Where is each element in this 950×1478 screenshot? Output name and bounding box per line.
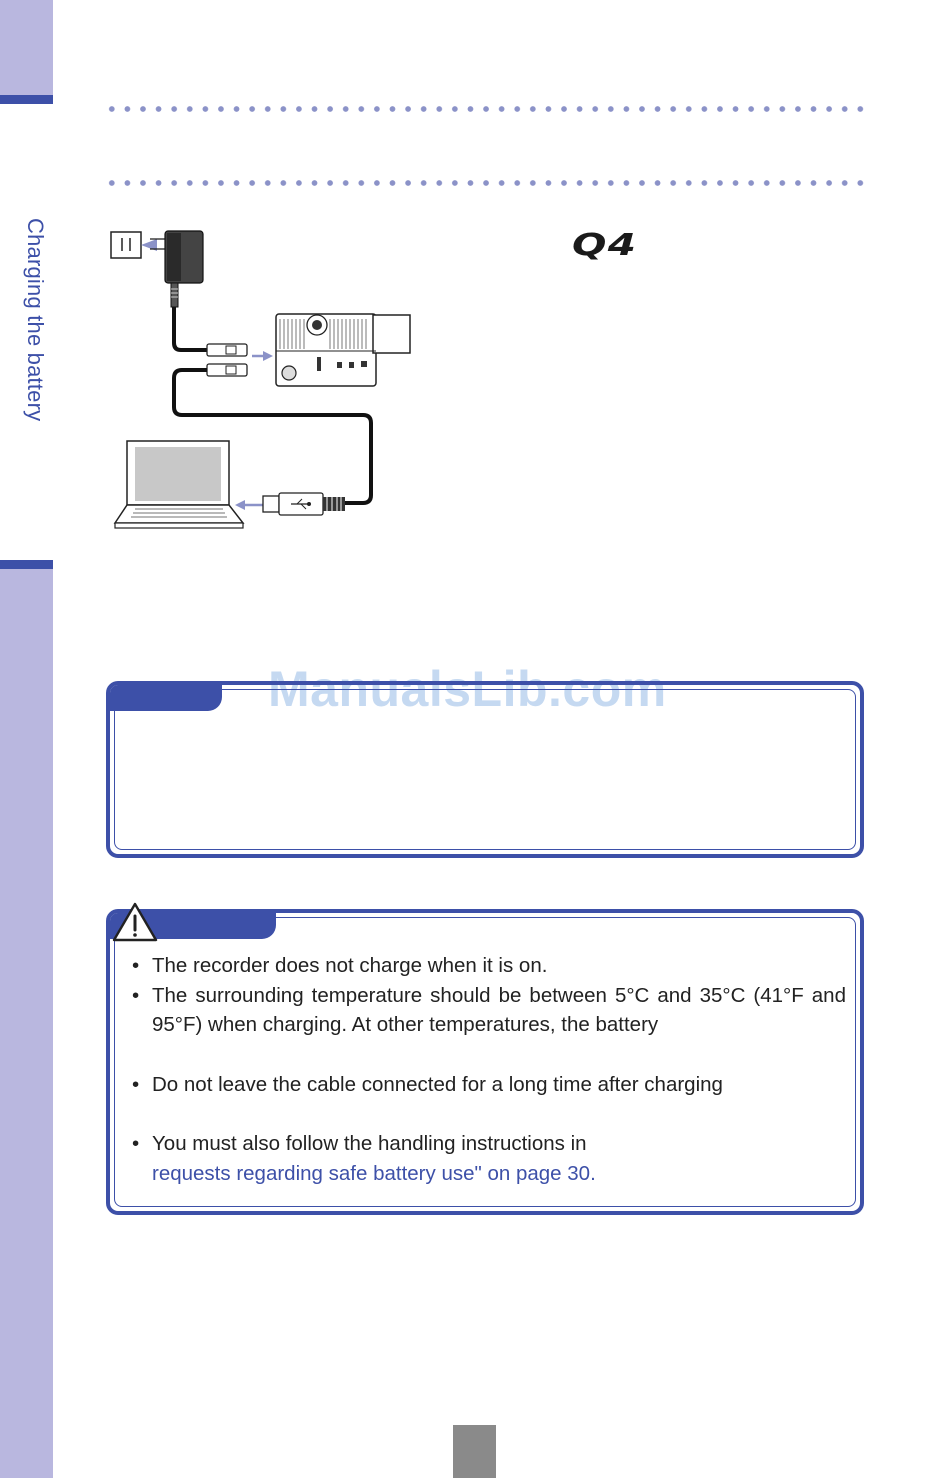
sidebar-tab-top [0, 0, 53, 95]
note-tab [110, 685, 222, 711]
mini-usb-plug-1-icon [207, 344, 247, 356]
ac-adapter-icon [141, 231, 203, 307]
arrow-into-computer-icon [235, 500, 263, 510]
recorder-icon [276, 314, 410, 386]
caution-item-1: • The recorder does not charge when it is on. [128, 951, 846, 981]
mini-usb-plug-2-icon [207, 364, 247, 376]
sidebar-divider-bottom [0, 560, 53, 569]
sidebar-tab-bottom [0, 569, 53, 1478]
usb-a-plug-icon [263, 493, 345, 515]
wall-outlet-icon [111, 232, 141, 258]
safe-battery-use-link[interactable]: requests regarding safe battery use" on page 30. [152, 1161, 596, 1185]
arrow-into-recorder-icon [252, 351, 273, 361]
adapter-cable [174, 307, 207, 350]
caution-list [128, 951, 846, 1188]
caution-box [106, 909, 864, 1215]
page-number-tab [453, 1425, 496, 1478]
q4-product-logo: Q4 [572, 228, 638, 263]
caution-item-3: • Do not leave the cable connected for a long time after charging [128, 1070, 846, 1100]
warning-triangle-icon [112, 901, 158, 943]
section-title: Charging the battery [23, 218, 48, 422]
note-box [106, 681, 864, 858]
sidebar-divider-top [0, 95, 53, 104]
caution-item-2: • The surrounding temperature should be between 5°C and 35°C (41°F and 95°F) when charging. At other temperatures, the battery [128, 981, 846, 1040]
caution-item-4-text: You must also follow the handling instructions in [152, 1132, 587, 1155]
charging-connection-illustration [105, 225, 425, 535]
laptop-icon [115, 441, 243, 528]
dotted-rule-top [104, 105, 868, 113]
caution-item-4 [128, 1129, 846, 1188]
dotted-rule-bottom [104, 179, 868, 187]
watermark: ManualsLib.com [268, 661, 667, 717]
